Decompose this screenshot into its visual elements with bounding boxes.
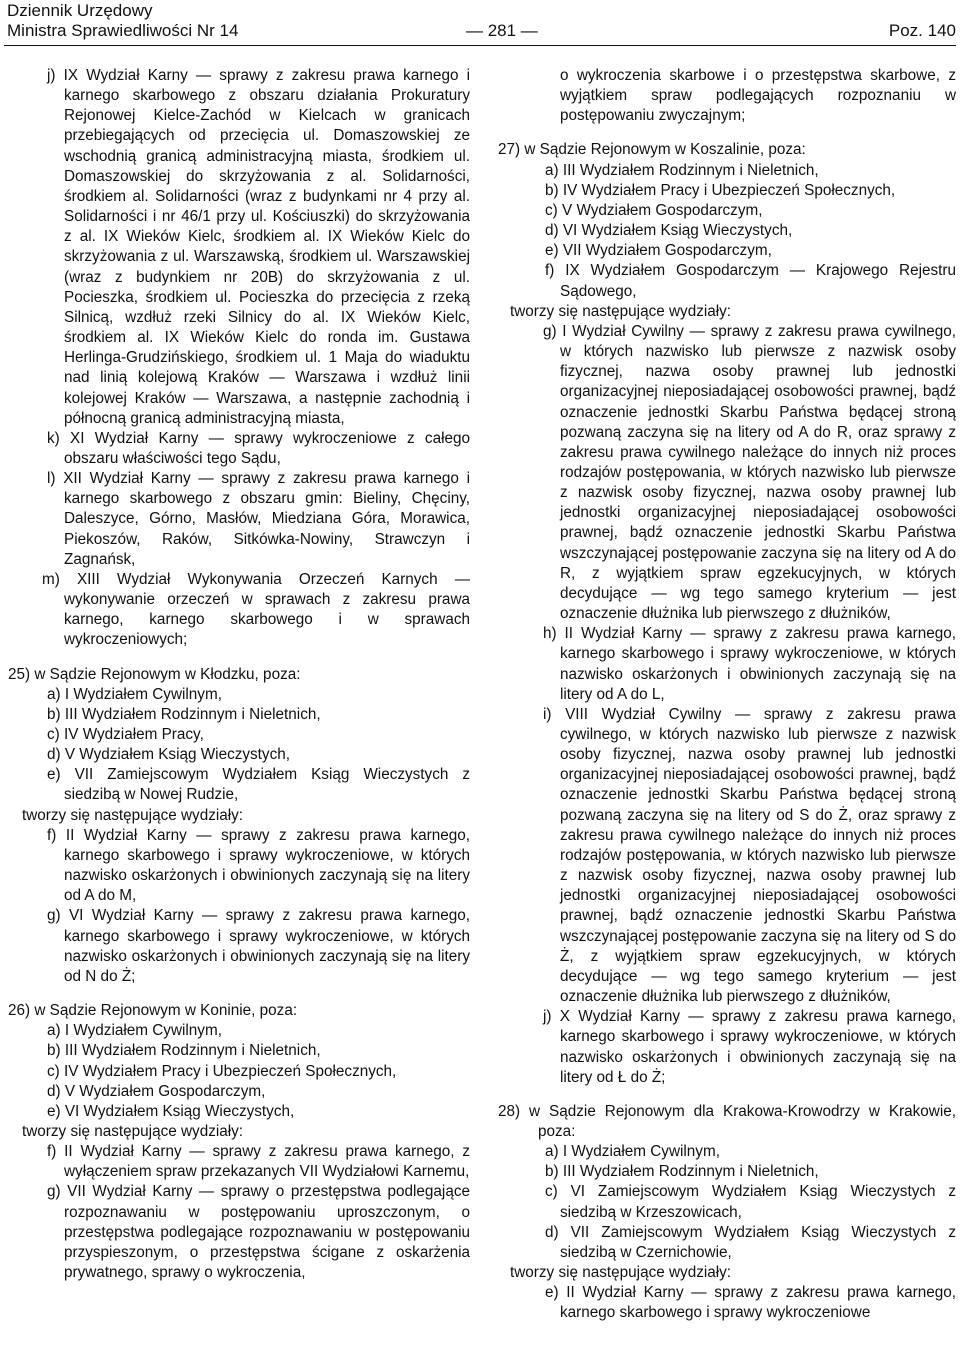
- list-item: k) XI Wydział Karny — sprawy wykroczeniowe z całego obszaru właściwości tego Sądu,: [47, 429, 470, 467]
- intro-line: tworzy się następujące wydziały:: [510, 302, 732, 320]
- right-column: [498, 66, 956, 1324]
- section-heading: 26) w Sądzie Rejonowym w Koninie, poza:: [8, 1002, 298, 1020]
- list-item: b) III Wydziałem Rodzinnym i Nieletnich,: [47, 705, 321, 723]
- list-item: g) VII Wydział Karny — sprawy o przestępstwa podlegające rozpoznawaniu w postępowaniu uproszczonym, o przestępstwa podlegające rozpoznawaniu w postępowaniu przyspieszonym, o przestępstwa ścigane z oskarżenia prywatnego, sprawy o wykroczenia,: [47, 1183, 470, 1282]
- left-column: [8, 66, 470, 1283]
- list-item: d) V Wydziałem Gospodarczym,: [47, 1082, 266, 1100]
- list-item: a) I Wydziałem Cywilnym,: [47, 685, 222, 703]
- list-item: f) II Wydział Karny — sprawy z zakresu prawa karnego, karnego skarbowego i sprawy wykroczeniowe, w których nazwisko oskarżonych i obwinionych zaczynają się na litery od A do M,: [47, 826, 470, 905]
- position-number: Poz. 140: [888, 21, 956, 40]
- list-item: e) VII Wydziałem Gospodarczym,: [545, 242, 772, 260]
- list-item: b) IV Wydziałem Pracy i Ubezpieczeń Społecznych,: [545, 181, 896, 199]
- list-item: f) IX Wydziałem Gospodarczym — Krajowego Rejestru Sądowego,: [545, 262, 956, 300]
- list-item: g) VI Wydział Karny — sprawy z zakresu prawa karnego, karnego skarbowego i sprawy wykroczeniowe, w których nazwisko oskarżonych i obwinionych zaczynają się na litery od N do Ż;: [47, 907, 470, 985]
- list-item: d) VI Wydziałem Ksiąg Wieczystych,: [545, 222, 793, 240]
- list-item: a) I Wydziałem Cywilnym,: [47, 1022, 222, 1040]
- page-header: [0, 0, 960, 46]
- list-item: c) IV Wydziałem Pracy i Ubezpieczeń Społecznych,: [47, 1062, 397, 1080]
- list-item: i) VIII Wydział Cywilny — sprawy z zakresu prawa cywilnego, w których nazwisko lub pierwsze z nazwisk osoby fizycznej, nazwa osoby prawnej lub jednostki organizacyjnej nieposiadającej osobowości prawnej, bądź oznaczenie jednostki Skarbu Państwa będącej stroną pozwaną zaczyna się na litery od S do Ż, oraz sprawy z zakresu prawa cywilnego należące do innych niż proces rodzajów postępowania, w których nazwisko lub pierwsze z nazwisk osoby fizycznej, nazwa osoby prawnej lub jednostki organizacyjnej nieposiadającej osobowości prawnej, bądź oznaczenie jednostki Skarbu Państwa wszczynającej postępowanie zaczyna się na litery od S do Ż, z wyjątkiem spraw egzekucyjnych, w których decydujące — wg tego samego kryterium — jest oznaczenie dłużnika lub pierwszego z dłużników,: [543, 705, 956, 1006]
- list-item: b) III Wydziałem Rodzinnym i Nieletnich,: [47, 1042, 321, 1060]
- list-item: e) II Wydział Karny — sprawy z zakresu prawa karnego, karnego skarbowego i sprawy wykroczeniowe: [545, 1284, 956, 1322]
- ministry-title: Ministra Sprawiedliwości Nr 14: [7, 21, 239, 40]
- intro-line: tworzy się następujące wydziały:: [510, 1264, 732, 1282]
- intro-line: tworzy się następujące wydziały:: [22, 1122, 244, 1140]
- list-item: m) XIII Wydział Wykonywania Orzeczeń Karnych — wykonywanie orzeczeń w sprawach z zakresu prawa karnego, karnego skarbowego i w sprawach wykroczeniowych;: [42, 570, 470, 649]
- list-item: b) III Wydziałem Rodzinnym i Nieletnich,: [545, 1163, 819, 1181]
- list-item: c) IV Wydziałem Pracy,: [47, 726, 204, 743]
- list-item: j) IX Wydział Karny — sprawy z zakresu prawa karnego i karnego skarbowego z obszaru działania Prokuratury Rejonowej Kielce-Zachód w Kielcach w granicach przebiegających od przecięcia ul. Domaszowskiej ze wschodnią granicą administracyjną miasta, środkiem ul. Domaszowskiej do skrzyżowania z al. Solidarności, środkiem al. Solidarności (wraz z budynkami nr 4 przy al. Solidarności i nr 46/1 przy ul. Kościuszki) do skrzyżowania z al. IX Wieków Kielc, środkiem al. IX Wieków Kielc do skrzyżowania z ul. Warszawską, środkiem ul. Warszawskiej (wraz z budynkiem nr 20B) do skrzyżowania z ul. Pocieszka, środkiem ul. Pocieszka do przecięcia z rzeką Silnicą, wzdłuż rzeki Silnicy do al. IX Wieków Kielc, środkiem al. IX Wieków Kielc do ronda im. Gustawa Herlinga-Grudzińskiego, środkiem ul. 1 Maja do wiaduktu nad linią kolejową Kraków — Warszawa i wzdłuż linii kolejowej Kraków — Warszawa, a następnie zachodnią i północną granicą administracyjną miasta,: [47, 67, 470, 427]
- list-item: d) V Wydziałem Ksiąg Wieczystych,: [47, 746, 290, 764]
- list-item: j) X Wydział Karny — sprawy z zakresu prawa karnego, karnego skarbowego i sprawy wykroczeniowe, w których nazwisko oskarżonych i obwinionych zaczynają się na litery od Ł do Ż;: [543, 1008, 956, 1086]
- list-item: e) VI Wydziałem Ksiąg Wieczystych,: [47, 1102, 295, 1120]
- list-item: h) II Wydział Karny — sprawy z zakresu prawa karnego, karnego skarbowego i sprawy wykroczeniowe, w których nazwisko oskarżonych i obwinionych zaczynają się na litery od A do L,: [543, 625, 956, 703]
- list-item: c) VI Zamiejscowym Wydziałem Ksiąg Wieczystych z siedzibą w Krzeszowicach,: [545, 1183, 956, 1221]
- list-item: l) XII Wydział Karny — sprawy z zakresu prawa karnego i karnego skarbowego z obszaru gmin: Bieliny, Chęciny, Daleszyce, Górno, Masłów, Miedziana Góra, Morawica, Piekoszów, Raków, Sitkówka-Nowiny, Strawczyn i Zagnańsk,: [47, 470, 470, 568]
- journal-title: Dziennik Urzędowy: [7, 1, 153, 20]
- intro-line: tworzy się następujące wydziały:: [22, 806, 244, 824]
- list-item: a) III Wydziałem Rodzinnym i Nieletnich,: [545, 161, 819, 179]
- section-heading: 25) w Sądzie Rejonowym w Kłodzku, poza:: [8, 665, 301, 683]
- list-item: f) II Wydział Karny — sprawy z zakresu prawa karnego, z wyłączeniem spraw przekazanych VII Wydziałowi Karnemu,: [47, 1143, 470, 1181]
- list-item: d) VII Zamiejscowym Wydziałem Ksiąg Wieczystych z siedzibą w Czernichowie,: [545, 1223, 956, 1261]
- list-item: o wykroczenia skarbowe i o przestępstwa skarbowe, z wyjątkiem spraw podlegających rozpoznaniu w postępowaniu zwyczajnym;: [560, 67, 956, 125]
- list-item: g) I Wydział Cywilny — sprawy z zakresu prawa cywilnego, w których nazwisko lub pierwsze z nazwisk osoby fizycznej, nazwa osoby prawnej lub jednostki organizacyjnej nieposiadającej osobowości prawnej, bądź oznaczenie jednostki Skarbu Państwa będącej stroną pozwaną zaczyna się na litery od A do R, oraz sprawy z zakresu prawa cywilnego należące do innych niż proces rodzajów postępowania, w których nazwisko lub pierwsze z nazwisk osoby fizycznej, nazwa osoby prawnej lub jednostki organizacyjnej nieposiadającej osobowości prawnej, bądź oznaczenie jednostki Skarbu Państwa wszczynającej postępowanie zaczyna się na litery od A do R, z wyjątkiem spraw egzekucyjnych, w których decydujące — wg tego samego kryterium — jest oznaczenie dłużnika lub pierwszego z dłużników,: [543, 322, 956, 623]
- list-item: a) I Wydziałem Cywilnym,: [545, 1143, 720, 1161]
- section-heading: 27) w Sądzie Rejonowym w Koszalinie, poza:: [498, 141, 806, 159]
- page-number: — 281 —: [466, 21, 538, 40]
- header-rule: [4, 45, 956, 46]
- section-heading: 28) w Sądzie Rejonowym dla Krakowa-Krowodrzy w Krakowie, poza:: [498, 1102, 956, 1140]
- list-item: e) VII Zamiejscowym Wydziałem Ksiąg Wieczystych z siedzibą w Nowej Rudzie,: [47, 766, 470, 804]
- list-item: c) V Wydziałem Gospodarczym,: [545, 201, 763, 219]
